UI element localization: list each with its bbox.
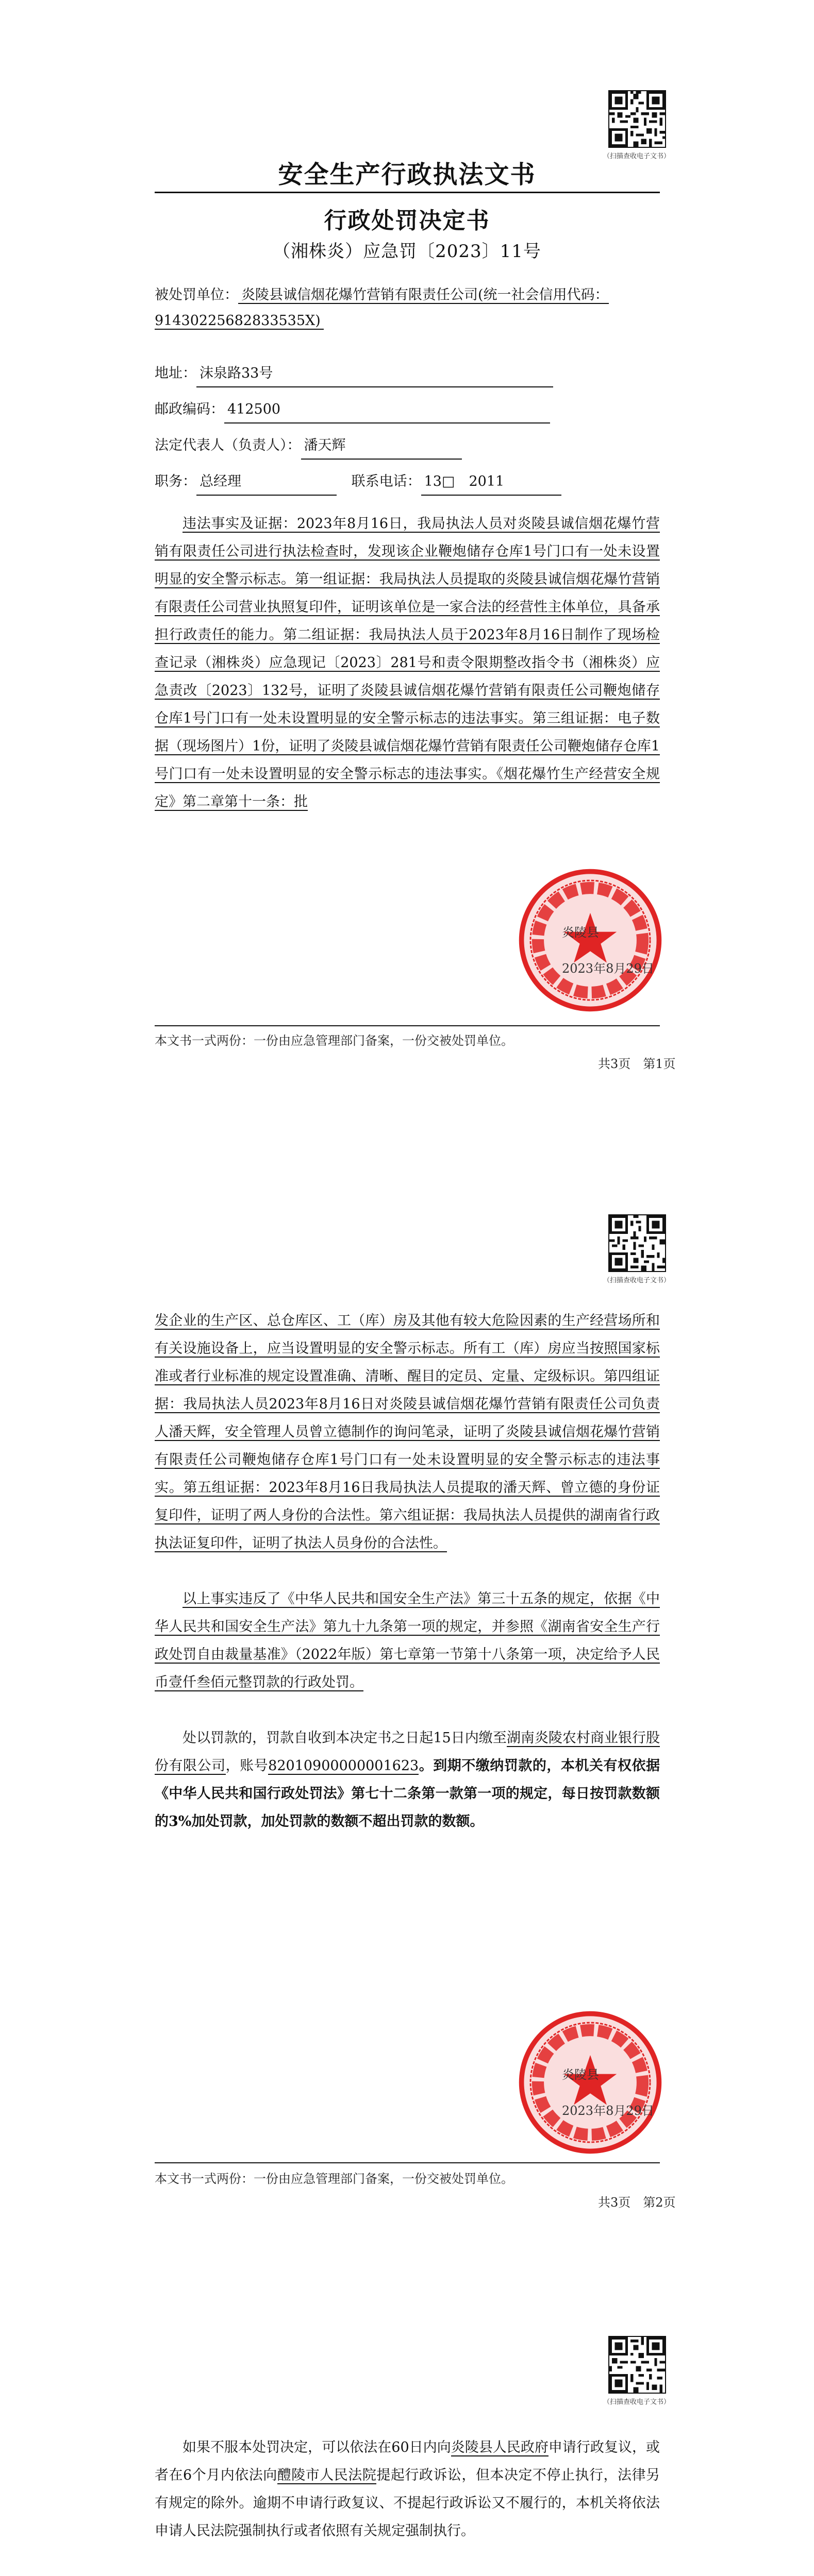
qr-code-icon xyxy=(609,91,665,147)
document-page-1 xyxy=(0,0,814,1153)
field-value: 13□ 2011 xyxy=(421,469,561,496)
qr-code[interactable] xyxy=(608,90,666,148)
field-label: 地址： xyxy=(155,365,196,381)
document-page-2 xyxy=(0,1153,814,2305)
field-label: 邮政编码： xyxy=(155,401,224,417)
decision-text: 以上事实违反了《中华人民共和国安全生产法》第三十五条的规定，依据《中华人民共和国安全生产法》第九十九条第一项的规定，并参照《湖南省安全生产行政处罚自由裁量基准》（2022年版）第七章第一节第十八条第一项，决定给予人民币壹仟叁佰元整罚款的行政处罚。 xyxy=(155,1591,660,1690)
issue-date: 2023年8月29日 xyxy=(562,2104,654,2118)
field-value: 炎陵县诚信烟花爆竹营销有限责任公司(统一社会信用代码：91430225682833535X) xyxy=(155,287,609,329)
evidence-continued-text: 发企业的生产区、总仓库区、工（库）房及其他有较大危险因素的生产经营场所和有关设施设备上，应当设置明显的安全警示标志。所有工（库）房应当按照国家标准或者行业标准的规定设置准确、清晰、醒目的定员、定量、定级标识。第四组证据：我局执法人员2023年8月16日对炎陵县诚信烟花爆竹营销有限责任公司负责人潘天辉，安全管理人员曾立德制作的询问笔录，证明了炎陵县诚信烟花爆竹营销有限责任公司鞭炮储存仓库1号门口有一处未设置明显的安全警示标志的违法事实。第五组证据：2023年8月16日我局执法人员提取的潘天辉、曾立德的身份证复印件，证明了两人身份的合法性。第六组证据：我局执法人员提供的湖南省行政执法证复印件，证明了执法人员身份的合法性。 xyxy=(155,1313,660,1551)
field-label: 被处罚单位： xyxy=(155,287,238,303)
field-value: 潘天辉 xyxy=(301,433,462,460)
issue-date: 2023年8月29日 xyxy=(562,961,654,976)
violation-facts-text: 违法事实及证据：2023年8月16日，我局执法人员对炎陵县诚信烟花爆竹营销有限责任公司进行执法检查时，发现该企业鞭炮储存仓库1号门口有一处未设置明显的安全警示标志。第一组证据：我局执法人员提取的炎陵县诚信烟花爆竹营销有限责任公司营业执照复印件，证明该单位是一家合法的经营性主体单位，具备承担行政责任的能力。第二组证据：我局执法人员于2023年8月16日制作了现场检查记录（湘株炎）应急现记〔2023〕281号和责令限期整改指令书（湘株炎）应急责改〔2023〕132号，证明了炎陵县诚信烟花爆竹营销有限责任公司鞭炮储存仓库1号门口有一处未设置明显的安全警示标志的违法事实。第三组证据：电子数据（现场图片）1份，证明了炎陵县诚信烟花爆竹营销有限责任公司鞭炮储存仓库1号门口有一处未设置明显的安全警示标志的违法事实。《烟花爆竹生产经营安全规定》第二章第十一条：批 xyxy=(155,516,660,810)
payment-account: 82010900000001623 xyxy=(268,1758,419,1774)
qr-code[interactable] xyxy=(608,1214,666,1272)
qr-code-icon xyxy=(609,2337,665,2393)
qr-caption: （扫描查收电子文书） xyxy=(603,2398,670,2406)
title-rule xyxy=(155,192,660,193)
page-number: 共3页 第2页 xyxy=(598,2195,676,2210)
field-penalized-unit xyxy=(155,282,660,334)
field-postcode xyxy=(155,397,660,423)
field-value: 412500 xyxy=(224,397,550,423)
official-seal-icon xyxy=(516,2008,665,2157)
decision-paragraph xyxy=(155,1585,660,1697)
official-seal xyxy=(516,2008,665,2157)
footer-rule xyxy=(155,1025,660,1026)
appeal-government: 炎陵县人民政府 xyxy=(451,2439,549,2455)
document-number: （湘株炎）应急罚〔2023〕11号 xyxy=(273,241,541,262)
payment-mid: ，账号 xyxy=(225,1758,269,1774)
page-number: 共3页 第1页 xyxy=(598,1057,676,1071)
field-address xyxy=(155,361,660,387)
field-legal-representative xyxy=(155,433,660,460)
appeal-prefix: 如果不服本处罚决定，可以依法在60日内向 xyxy=(182,2439,451,2455)
violation-facts-paragraph xyxy=(155,510,660,816)
appeal-paragraph xyxy=(155,2434,660,2545)
appeal-court: 醴陵市人民法院 xyxy=(277,2467,377,2483)
issuer-signature-partial: 炎陵县 xyxy=(562,925,599,940)
official-seal xyxy=(516,866,665,1015)
qr-code-icon xyxy=(609,1215,665,1271)
document-page-3 xyxy=(0,2305,814,2576)
qr-caption: （扫描查收电子文书） xyxy=(603,152,670,160)
appeal-mid: 申请行政复议，或者在6个月内依法向 xyxy=(155,2439,660,2483)
footer-rule xyxy=(155,2162,660,2163)
payment-paragraph xyxy=(155,1724,660,1836)
evidence-continued-paragraph xyxy=(155,1307,660,1557)
payment-bank: 湖南炎陵农村商业银行股份有限公司 xyxy=(155,1730,660,1774)
appeal-suffix: 提起行政诉讼，但本决定不停止执行，法律另有规定的除外。逾期不申请行政复议、不提起行政诉讼又不履行的，本机关将依法申请人民法院强制执行或者依照有关规定强制执行。 xyxy=(155,2467,660,2539)
payment-prefix: 处以罚款的，罚款自收到本决定书之日起15日内缴至 xyxy=(182,1730,507,1746)
qr-caption: （扫描查收电子文书） xyxy=(603,1277,670,1284)
field-value: 沫泉路33号 xyxy=(196,361,553,387)
footer-note: 本文书一式两份：一份由应急管理部门备案，一份交被处罚单位。 xyxy=(155,2172,513,2186)
qr-code[interactable] xyxy=(608,2336,666,2394)
field-value: 总经理 xyxy=(196,469,337,496)
document-title: 行政处罚决定书 xyxy=(324,208,490,234)
issuer-signature-partial: 炎陵县 xyxy=(562,2067,599,2082)
payment-suffix: 。到期不缴纳罚款的，本机关有权依据《中华人民共和国行政处罚法》第七十二条第一款第一项的规定，每日按罚款数额的3%加处罚款，加处罚款的数额不超出罚款的数额。 xyxy=(155,1758,660,1829)
field-label: 法定代表人（负责人）： xyxy=(155,437,301,453)
field-label: 职务： xyxy=(155,473,196,489)
document-category-title: 安全生产行政执法文书 xyxy=(278,160,536,189)
field-label: 联系电话： xyxy=(351,473,421,489)
footer-note: 本文书一式两份：一份由应急管理部门备案，一份交被处罚单位。 xyxy=(155,1033,513,1048)
official-seal-icon xyxy=(516,866,665,1015)
field-position-phone xyxy=(155,469,660,496)
